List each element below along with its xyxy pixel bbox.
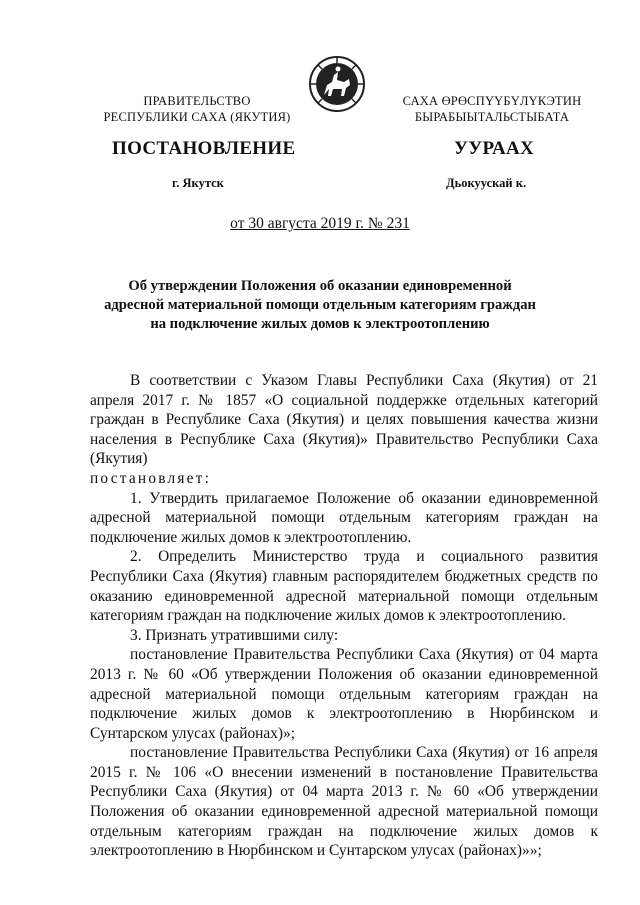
- title-line-2: адресной материальной помощи отдельным категориям граждан: [104, 297, 536, 313]
- paragraph-item-2: 2. Определить Министерство труда и социального развития Республики Саха (Якутия) главным распорядителем бюджетных средств по оказанию единовременной адресной материальной помощи отдельным категориям граждан на подключение жилых домов к электроотоплению.: [90, 548, 598, 625]
- header-right-line1: САХА ӨРӨСПҮҮБҮЛҮКЭТИН: [402, 94, 582, 108]
- document-date: от 30 августа 2019 г.: [230, 215, 365, 232]
- document-date-line: [0, 215, 640, 233]
- title-line-1: Об утверждении Положения об оказании единовременной: [128, 278, 512, 294]
- number-sign: №: [364, 215, 387, 232]
- header-left-line2: РЕСПУБЛИКИ САХА (ЯКУТИЯ): [103, 110, 291, 124]
- doc-type-ru: ПОСТАНОВЛЕНИЕ: [112, 138, 296, 159]
- paragraph-intro: [90, 371, 598, 489]
- paragraph-item-3b: постановление Правительства Республики Саха (Якутия) от 16 апреля 2015 г. № 106 «О внесении изменений в постановление Правительства Республики Саха (Якутия) от 04 марта 2013 г. № 60 «Об утверждении Положения об оказании единовременной адресной материальной помощи отдельным категориям граждан на подключение жилых домов к электроотоплению в Нюрбинском и Сунтарском улусах (районах)»»;: [90, 744, 598, 860]
- document-body: [90, 371, 598, 861]
- paragraph-item-3a: постановление Правительства Республики Саха (Якутия) от 04 марта 2013 г. № 60 «Об утверждении Положения об оказании единовременной адресной материальной помощи отдельным категориям граждан на подключение жилых домов к электроотоплению в Нюрбинском и Сунтарском улусах (районах)»;: [90, 646, 598, 742]
- intro-text: В соответствии с Указом Главы Республики Саха (Якутия) от 21 апреля 2017 г. № 1857 «О социальной поддержке отдельных категорий граждан в Республике Саха (Якутия) и целях повышения качества жизни населения в Республике Саха (Якутия)» Правительство Республики Саха (Якутия): [90, 372, 598, 468]
- decides-text: постановляет:: [90, 469, 212, 487]
- title-line-3: на подключение жилых домов к электроотоплению: [150, 316, 490, 332]
- city-sah: Дьокуускай к.: [446, 176, 527, 190]
- city-ru: г. Якутск: [172, 176, 224, 190]
- document-number: 231: [386, 215, 410, 232]
- header-left-line1: ПРАВИТЕЛЬСТВО: [143, 94, 251, 108]
- document-title: [60, 277, 580, 334]
- header-left-block: [92, 93, 302, 125]
- header-right-line2: БЫРАБЫЫТАЛЬСТЫБАТА: [414, 110, 570, 124]
- coat-of-arms-emblem: [308, 55, 366, 113]
- paragraph-item-3: 3. Признать утратившими силу:: [130, 626, 339, 644]
- doc-type-sah: УУРААХ: [454, 138, 535, 159]
- header-right-block: [387, 93, 597, 125]
- paragraph-item-1: 1. Утвердить прилагаемое Положение об оказании единовременной адресной материальной помощи отдельным категориям граждан на подключение жилых домов к электроотоплению.: [90, 489, 598, 546]
